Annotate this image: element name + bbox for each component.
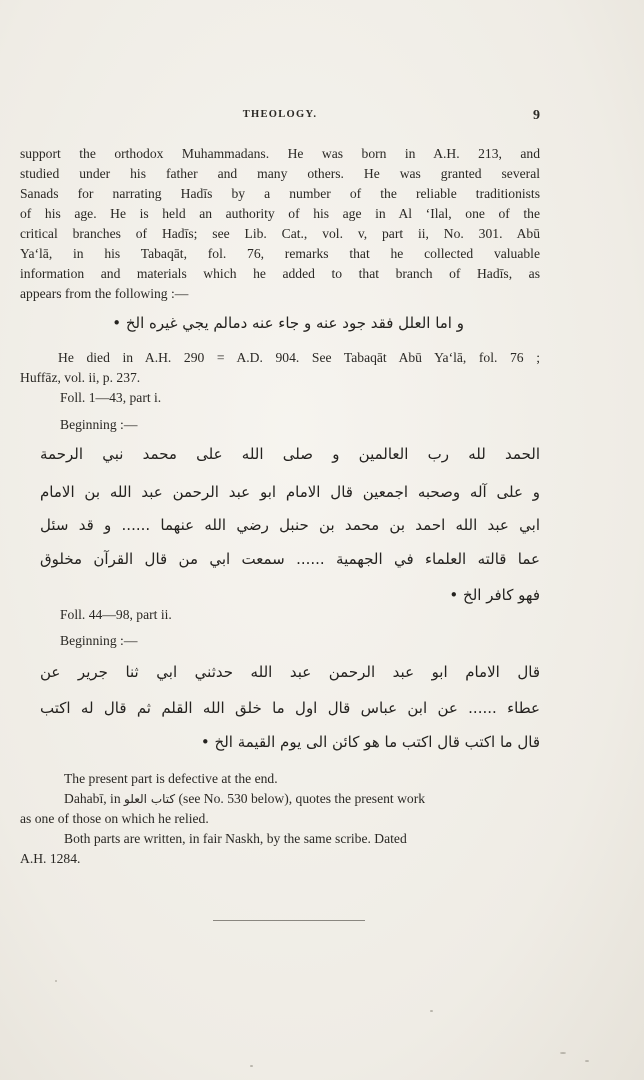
arabic-line: قال ما اكتب قال اكتب ما هو كائن الى يوم القيمة الخ • <box>200 733 540 751</box>
running-title: THEOLOGY. <box>242 109 318 120</box>
horizontal-rule <box>213 920 365 921</box>
text-line: Huffāz, vol. ii, p. 237. <box>20 370 141 385</box>
paper-speck <box>430 1010 433 1012</box>
dahabi-name: Dahabī, in <box>64 791 121 806</box>
text-line: critical branches of Hadīs; see Lib. Cat., vol. v, part ii, No. 301. Abū <box>20 226 540 241</box>
dahabi-arabic-title: كتاب العلو <box>124 792 176 806</box>
text-line: support the orthodox Muhammadans. He was born in A.H. 213, and <box>20 146 540 161</box>
text-line: information and materials which he added to that branch of Hadīs, as <box>20 266 540 281</box>
paper-speck <box>250 1065 253 1067</box>
arabic-line: فهو كافر الخ • <box>449 586 540 604</box>
arabic-line: الحمد لله رب العالمين و صلى الله على محمد نبي الرحمة <box>40 445 540 463</box>
text-line: Ya‘lā, in his Tabaqāt, fol. 76, remarks that he collected valuable <box>20 246 540 261</box>
dahabi-rest: (see No. 530 below), quotes the present work <box>178 791 426 806</box>
defective-note: The present part is defective at the end. <box>64 771 278 786</box>
arabic-line: ابي عبد الله احمد بن محمد بن حنبل رضي الله عنهما ...... و قد سئل <box>40 516 540 534</box>
beginning-label-2: Beginning :— <box>60 633 138 648</box>
scribe-note: Both parts are written, in fair Naskh, by the same scribe. Dated <box>64 831 407 846</box>
text-line: of his age. He is held an authority of his age in Al ‘Ilal, one of the <box>20 206 540 221</box>
paper-speck <box>560 1052 566 1054</box>
text-line: studied under his father and many others. He was granted several <box>20 166 540 181</box>
beginning-label-1: Beginning :— <box>60 417 138 432</box>
arabic-line: و على آله وصحبه اجمعين قال الامام ابو عبد الرحمن عبد الله بن الامام <box>40 483 540 501</box>
paper-speck <box>585 1060 589 1062</box>
dahabi-note <box>64 791 425 807</box>
text-line: He died in A.H. 290 = A.D. 904. See Tabaqāt Abū Ya‘lā, fol. 76 ; <box>58 350 540 365</box>
arabic-quote: و اما العلل فقد جود عنه و جاء عنه دمالم يجي غيره الخ • <box>112 314 464 332</box>
date-note: A.H. 1284. <box>20 851 81 866</box>
arabic-line: عما قالته العلماء في الجهمية ...... سمعت ابي من قال القرآن مخلوق <box>40 550 540 568</box>
folio-range-part-1: Foll. 1—43, part i. <box>60 390 162 405</box>
paragraph-biography <box>20 144 540 304</box>
page-number: 9 <box>533 108 540 123</box>
dahabi-line-2: as one of those on which he relied. <box>20 811 209 826</box>
arabic-line: عطاء ...... عن ابن عباس قال اول ما خلق الله القلم ثم قال له اكتب <box>40 699 540 717</box>
arabic-line: قال الامام ابو عبد الرحمن عبد الله حدثني ابي ثنا جرير عن <box>40 663 540 681</box>
paragraph-death <box>20 348 540 388</box>
running-head <box>20 109 540 125</box>
paper-speck <box>55 980 57 982</box>
text-line: appears from the following :— <box>20 286 189 301</box>
folio-range-part-2: Foll. 44—98, part ii. <box>60 607 172 622</box>
text-line: Sanads for narrating Hadīs by a number of the reliable traditionists <box>20 186 540 201</box>
